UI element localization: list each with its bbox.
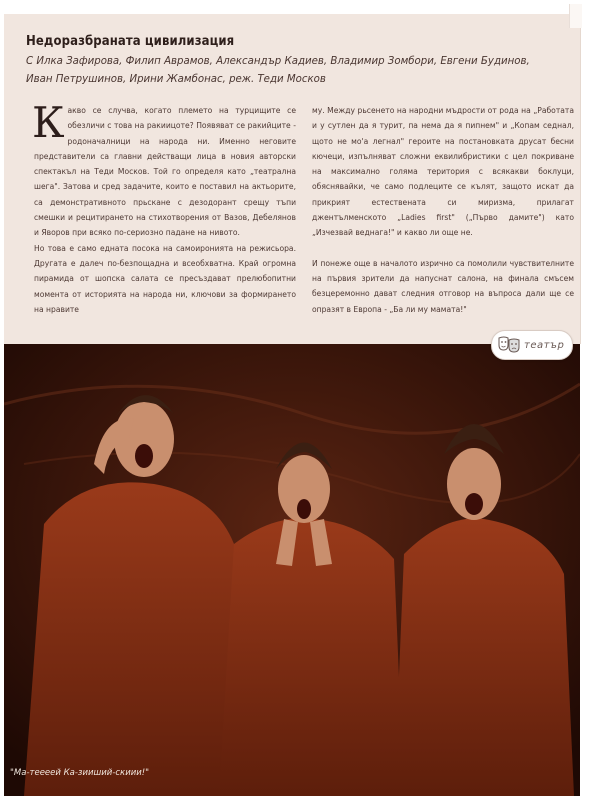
article-paragraph: И понеже още в началото изрично са помолили чувствителните на първия зрители да напуснат салона, на финала смъсем безцеремонно дават следния отговор на въпроса дали ще се опразят в Европа - „Ба ли му мамата!" <box>312 258 574 314</box>
drop-cap: К <box>32 98 65 147</box>
article-column-left <box>32 98 296 317</box>
article-cast: С Илка Зафирова, Филип Аврамов, Александър Кадиев, Владимир Зомбори, Евгени Будинов, Иван Петрушинов, Ирини Жамбонас, реж. Теди Москов <box>26 56 530 85</box>
paragraph-text: акво се случва, когато племето на турцищите се обезличи с това на ракиицоте? Появяват се ракийците - родоначалници на народа ни. Именно неговите представители са главни действащи лица в новия авторски спектакъл на Теди Москов. Той го определя като „театрална шега". Затова и сред задачите, които е поставил на актьорите, са демонстративното прьскане с дезодорант срещу тъпи смешки и рецитирането на стихотворения от Вазов, Дебелянов и Яворов при всяко по-сериозно падане на нивото. <box>34 106 296 238</box>
stage-photo <box>4 344 580 796</box>
section-badge <box>491 330 573 360</box>
article-paragraph <box>32 98 296 241</box>
article-paragraph: Но това е само едната посока на самоиронията на режисьора. Другата е далеч по-безпощадна и всеобхватна. Край огромна пирамида от шопска салата се пресъздават прелюбопитни момента от историята на народа ни, ключови за формирането на нравите <box>34 243 296 314</box>
article-paragraph: му. Между рьсенето на народни мъдрости от рода на „Работата и у сутлен да я турит, па нема да я пипнем" и „Копам седнал, щото не мо'а легнал" героите на постановката друсат бесни кючеци, изпълняват сложни еквилибристики с цел покриване на максимално голяма територия с всякакви боклуци, обяснявайки, че само подлеците се кълят, защото искат да прикрият естествената си миризма, прилагат джентълменското „Ladies first" („Първо дамите") като „Изчезвай веднага!" и какво ли още не. <box>312 106 574 238</box>
stage-photo-illustration <box>4 344 580 796</box>
page-tab <box>569 4 582 28</box>
photo-caption: "Ма-теееей Ка-зииший-скиии!" <box>10 768 150 778</box>
theatre-masks-icon <box>498 336 520 354</box>
article-column-right <box>312 103 574 317</box>
article-title: Недоразбраната цивилизация <box>26 34 235 49</box>
section-label: театър <box>524 339 565 351</box>
